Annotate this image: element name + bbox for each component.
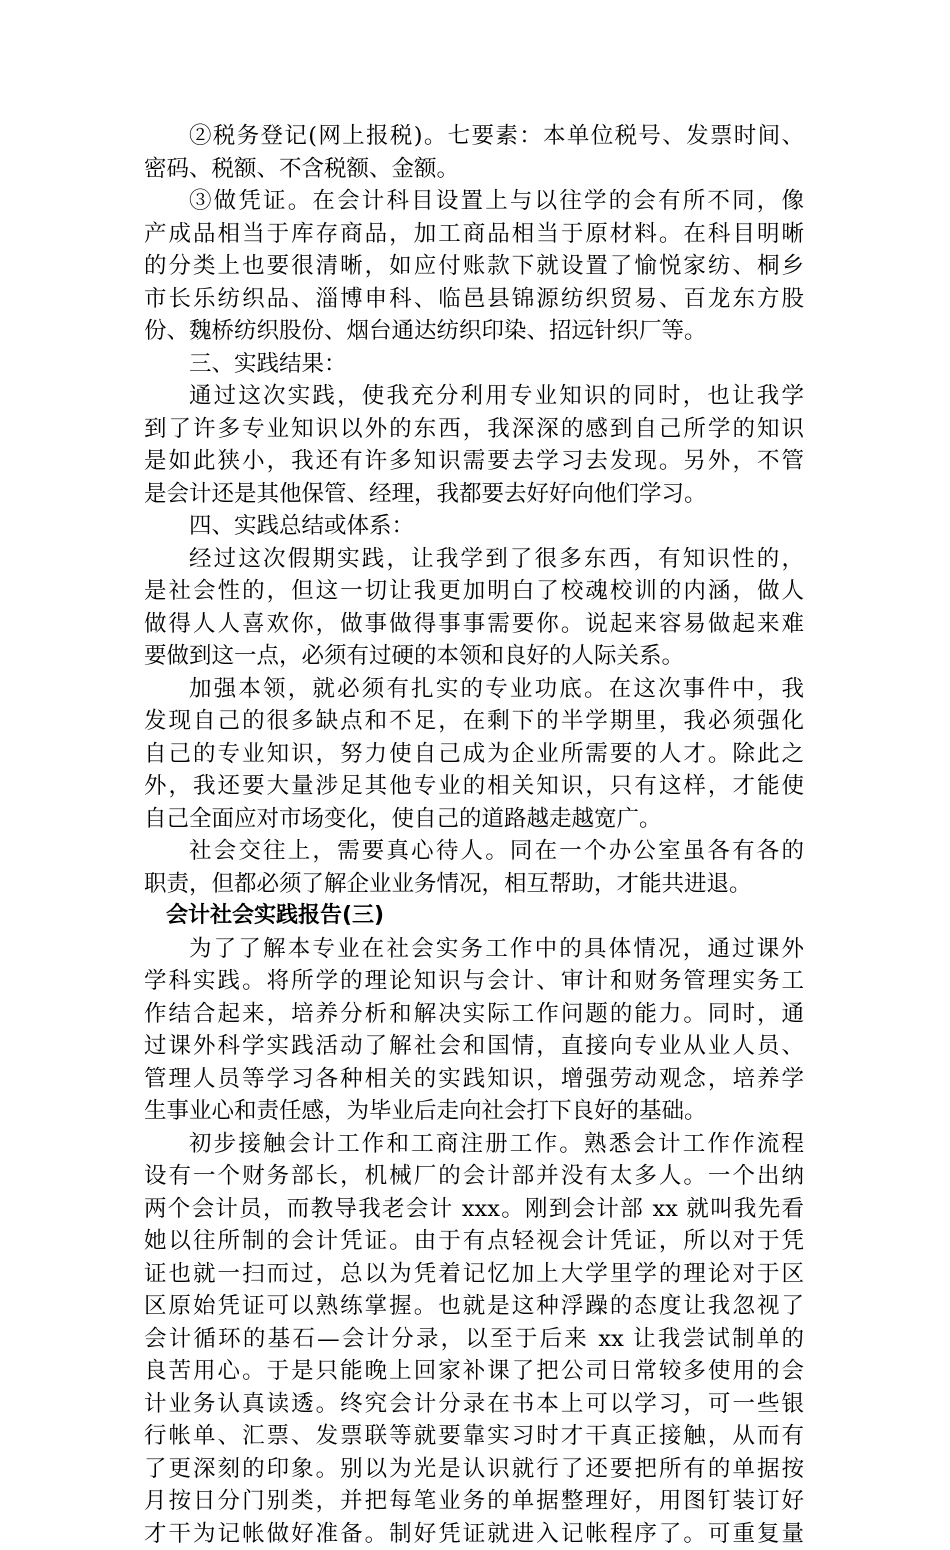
paragraph-first-line: 通过这次实践，使我充分利用专业知识的同时，也让我学 bbox=[144, 380, 804, 413]
paragraph-line: 到了许多专业知识以外的东西，我深深的感到自己所学的知识 bbox=[144, 413, 804, 446]
paragraph-line: 区原始凭证可以熟练掌握。也就是这种浮躁的态度让我忽视了 bbox=[144, 1290, 804, 1323]
paragraph-line: 计业务认真读透。终究会计分录在书本上可以学习，可一些银 bbox=[144, 1388, 804, 1421]
paragraph-line: 证也就一扫而过，总以为凭着记忆加上大学里学的理论对于区 bbox=[144, 1258, 804, 1291]
paragraph-line: 自己的专业知识，努力使自己成为企业所需要的人才。除此之 bbox=[144, 738, 804, 771]
paragraph-line: 月按日分门别类，并把每笔业务的单据整理好，用图钉装订好 bbox=[144, 1485, 804, 1518]
paragraph-first-line: ②税务登记(网上报税)。七要素：本单位税号、发票时间、 bbox=[144, 120, 804, 153]
section-heading: 四、实践总结或体系： bbox=[144, 510, 804, 543]
paragraph-last-line: 生事业心和责任感，为毕业后走向社会打下良好的基础。 bbox=[144, 1095, 804, 1128]
paragraph-line: 作结合起来，培养分析和解决实际工作问题的能力。同时，通 bbox=[144, 998, 804, 1031]
paragraph-first-line: 初步接触会计工作和工商注册工作。熟悉会计工作作流程 bbox=[144, 1128, 804, 1161]
document-body bbox=[144, 120, 804, 1550]
paragraph-line: 才干为记帐做好准备。制好凭证就进入记帐程序了。可重复量 bbox=[144, 1518, 804, 1550]
paragraph-line: 做得人人喜欢你，做事做得事事需要你。说起来容易做起来难 bbox=[144, 608, 804, 641]
paragraph-line: 会计循环的基石—会计分录，以至于后来 xx 让我尝试制单的 bbox=[144, 1323, 804, 1356]
paragraph-last-line: 职责，但都必须了解企业业务情况，相互帮助，才能共进退。 bbox=[144, 868, 804, 901]
paragraph-line: 产成品相当于库存商品，加工商品相当于原材料。在科目明晰 bbox=[144, 218, 804, 251]
paragraph-line: 外，我还要大量涉足其他专业的相关知识，只有这样，才能使 bbox=[144, 770, 804, 803]
paragraph-line: 行帐单、汇票、发票联等就要靠实习时才干真正接触，从而有 bbox=[144, 1420, 804, 1453]
paragraph-line: 是社会性的，但这一切让我更加明白了校魂校训的内涵，做人 bbox=[144, 575, 804, 608]
paragraph-line: 的分类上也要很清晰，如应付账款下就设置了愉悦家纺、桐乡 bbox=[144, 250, 804, 283]
paragraph-line: 学科实践。将所学的理论知识与会计、审计和财务管理实务工 bbox=[144, 965, 804, 998]
paragraph-line: 发现自己的很多缺点和不足，在剩下的半学期里，我必须强化 bbox=[144, 705, 804, 738]
paragraph-line: 了更深刻的印象。别以为光是认识就行了还要把所有的单据按 bbox=[144, 1453, 804, 1486]
paragraph-last-line: 自己全面应对市场变化，使自己的道路越走越宽广。 bbox=[144, 803, 804, 836]
paragraph-line: 两个会计员，而教导我老会计 xxx。刚到会计部 xx 就叫我先看 bbox=[144, 1193, 804, 1226]
paragraph-first-line: 经过这次假期实践，让我学到了很多东西，有知识性的， bbox=[144, 543, 804, 576]
paragraph-last-line: 要做到这一点，必须有过硬的本领和良好的人际关系。 bbox=[144, 640, 804, 673]
paragraph-line: 管理人员等学习各种相关的实践知识，增强劳动观念，培养学 bbox=[144, 1063, 804, 1096]
paragraph-last-line: 份、魏桥纺织股份、烟台通达纺织印染、招远针织厂等。 bbox=[144, 315, 804, 348]
paragraph-first-line: 社会交往上，需要真心待人。同在一个办公室虽各有各的 bbox=[144, 835, 804, 868]
paragraph-first-line: ③做凭证。在会计科目设置上与以往学的会有所不同，像 bbox=[144, 185, 804, 218]
section-heading: 三、实践结果： bbox=[144, 348, 804, 381]
paragraph-line: 市长乐纺织品、淄博申科、临邑县锦源纺织贸易、百龙东方股 bbox=[144, 283, 804, 316]
paragraph-first-line: 为了了解本专业在社会实务工作中的具体情况，通过课外 bbox=[144, 933, 804, 966]
paragraph-line: 她以往所制的会计凭证。由于有点轻视会计凭证，所以对于凭 bbox=[144, 1225, 804, 1258]
paragraph-last-line: 密码、税额、不含税额、金额。 bbox=[144, 153, 804, 186]
paragraph-line: 良苦用心。于是只能晚上回家补课了把公司日常较多使用的会 bbox=[144, 1355, 804, 1388]
paragraph-line: 设有一个财务部长，机械厂的会计部并没有太多人。一个出纳 bbox=[144, 1160, 804, 1193]
paragraph-first-line: 加强本领，就必须有扎实的专业功底。在这次事件中，我 bbox=[144, 673, 804, 706]
report-title: 会计社会实践报告(三) bbox=[144, 900, 804, 933]
paragraph-line: 是如此狭小，我还有许多知识需要去学习去发现。另外，不管 bbox=[144, 445, 804, 478]
paragraph-line: 过课外科学实践活动了解社会和国情，直接向专业从业人员、 bbox=[144, 1030, 804, 1063]
paragraph-last-line: 是会计还是其他保管、经理，我都要去好好向他们学习。 bbox=[144, 478, 804, 511]
